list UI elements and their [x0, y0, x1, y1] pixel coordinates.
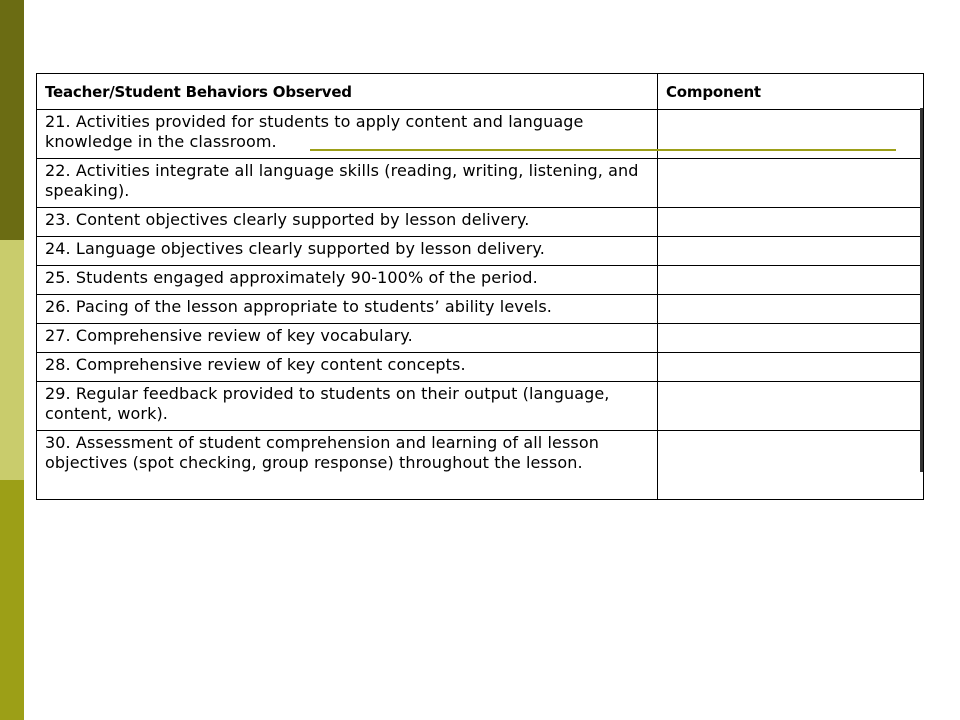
table-row: [37, 159, 924, 208]
component-cell: [658, 382, 924, 431]
behavior-cell: 25. Students engaged approximately 90-100% of the period.: [37, 266, 658, 295]
component-cell: [658, 324, 924, 353]
behavior-cell: 23. Content objectives clearly supported by lesson delivery.: [37, 208, 658, 237]
slide-sidebar-top: [0, 0, 24, 240]
behavior-cell: 21. Activities provided for students to apply content and language knowledge in the classroom.: [37, 110, 658, 159]
behavior-cell: 29. Regular feedback provided to students on their output (language, content, work).: [37, 382, 658, 431]
header-component: Component: [658, 74, 924, 110]
table-row: [37, 110, 924, 159]
component-cell: [658, 353, 924, 382]
behavior-cell: 27. Comprehensive review of key vocabulary.: [37, 324, 658, 353]
table-row: [37, 208, 924, 237]
header-behaviors: Teacher/Student Behaviors Observed: [37, 74, 658, 110]
behavior-cell: 26. Pacing of the lesson appropriate to students’ ability levels.: [37, 295, 658, 324]
accent-rule: [310, 149, 896, 151]
table-row: [37, 382, 924, 431]
component-cell: [658, 431, 924, 500]
table-row: [37, 431, 924, 500]
component-cell: [658, 266, 924, 295]
component-cell: [658, 208, 924, 237]
observation-table: [36, 73, 924, 500]
table-row: [37, 295, 924, 324]
table-row: [37, 324, 924, 353]
component-cell: [658, 237, 924, 266]
slide-sidebar-bottom: [0, 480, 24, 720]
behavior-cell: 28. Comprehensive review of key content concepts.: [37, 353, 658, 382]
component-cell: [658, 159, 924, 208]
table-row: [37, 353, 924, 382]
behavior-cell: 24. Language objectives clearly supported by lesson delivery.: [37, 237, 658, 266]
component-cell: [658, 295, 924, 324]
table-edge-shadow: [920, 108, 923, 472]
component-cell: [658, 110, 924, 159]
table-row: [37, 266, 924, 295]
slide-sidebar-middle: [0, 240, 24, 480]
table-header-row: [37, 74, 924, 110]
table-row: [37, 237, 924, 266]
behavior-cell: 22. Activities integrate all language skills (reading, writing, listening, and speaking).: [37, 159, 658, 208]
behavior-cell: 30. Assessment of student comprehension and learning of all lesson objectives (spot checking, group response) throughout the lesson.: [37, 431, 658, 500]
